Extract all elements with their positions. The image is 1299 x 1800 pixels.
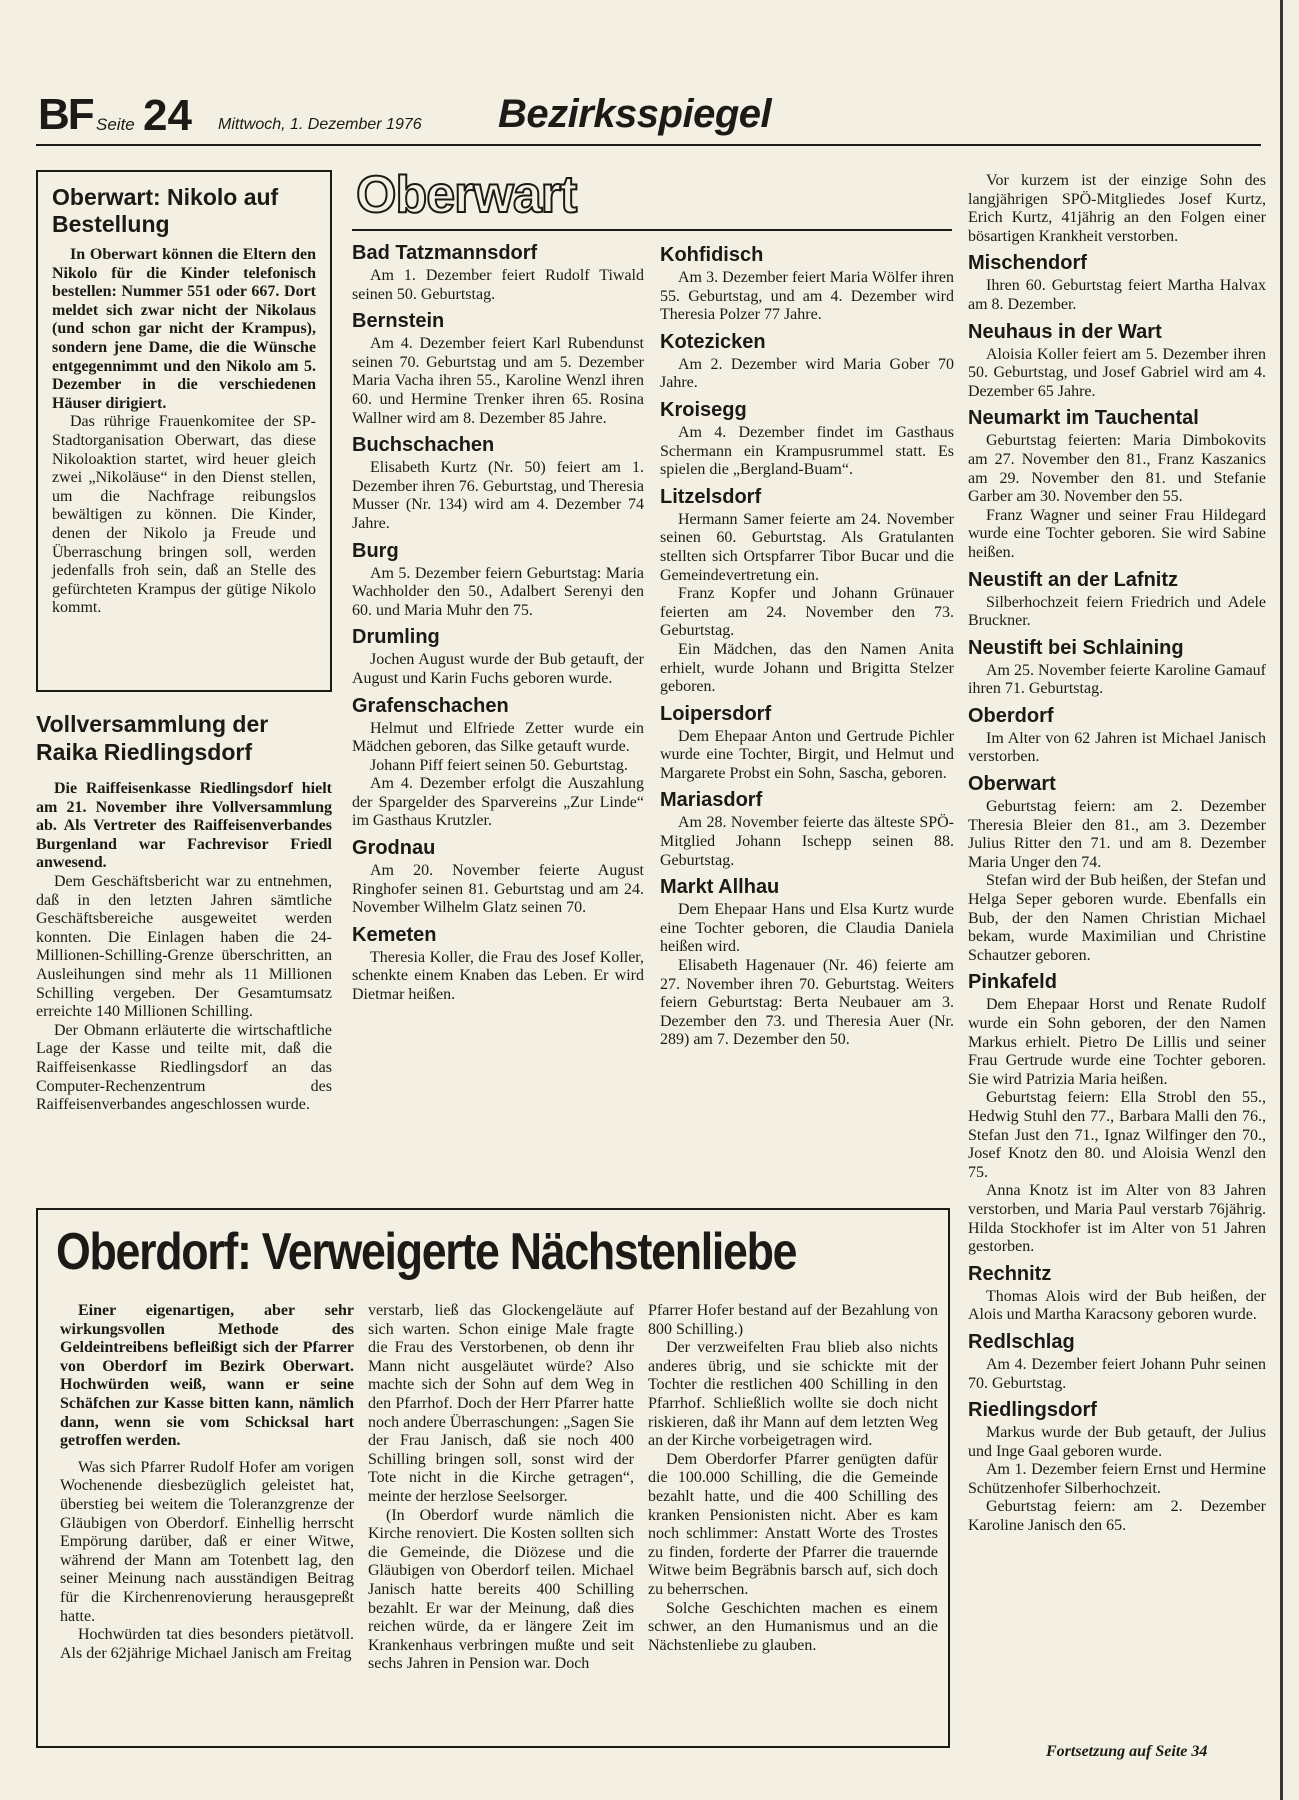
news-paragraph: Dem Ehepaar Anton und Gertrude Pichler wurde eine Tochter, Birgit, und Helmut und Margarete Probst ein Sohn, Sascha, geboren. bbox=[660, 727, 954, 782]
place-heading: Burg bbox=[352, 539, 399, 562]
place-heading: Redlschlag bbox=[968, 1330, 1075, 1353]
news-paragraph: Jochen August wurde der Bub getauft, der August und Karin Fuchs geboren wurde. bbox=[352, 651, 644, 687]
news-paragraph: Am 1. Dezember feiern Ernst und Hermine Schützenhofer Silberhochzeit. bbox=[968, 1461, 1266, 1497]
news-paragraph: Im Alter von 62 Jahren ist Michael Janisch verstorben. bbox=[968, 729, 1266, 766]
news-paragraph: Stefan wird der Bub heißen, der Stefan und Helga Seper geboren wurde. Ebenfalls ein Bub, der den Namen Christian Michael bekam, wurde Maximilian und Christine Schautzer geboren. bbox=[968, 872, 1266, 964]
raika-title: Vollversammlung der Raika Riedlingsdorf bbox=[36, 711, 269, 765]
news-paragraph: Am 20. November feierte August Ringhofer seinen 81. Geburtstag und am 24. November Wilhelm Glatz seinen 70. bbox=[352, 862, 644, 917]
news-paragraph: Ihren 60. Geburtstag feiert Martha Halvax am 8. Dezember. bbox=[968, 277, 1266, 313]
place-heading: Mariasdorf bbox=[660, 789, 763, 812]
oberdorf-paragraph: Der verzweifelten Frau blieb also nichts anderes übrig, und sie schickte mit der Tochter die restlichen 400 Schilling in den Pfarrhof. Schließlich wollte sie doch nicht riskieren, daß ihr Mann auf dem letzten Weg an der Kirche vorbeigetragen wird. bbox=[648, 1339, 938, 1450]
place-heading: Riedlingsdorf bbox=[968, 1399, 1097, 1422]
page-edge-rule bbox=[1280, 0, 1283, 1800]
oberdorf-column-3 bbox=[648, 1302, 938, 1742]
place-heading: Loipersdorf bbox=[660, 702, 772, 725]
issue-date: Mittwoch, 1. Dezember 1976 bbox=[218, 116, 422, 133]
news-paragraph: Silberhochzeit feiern Friedrich und Adele Bruckner. bbox=[968, 593, 1266, 630]
news-paragraph: Franz Wagner und seiner Frau Hildegard wurde eine Tochter geboren. Sie wird Sabine heißen. bbox=[968, 506, 1266, 561]
news-paragraph: Thomas Alois wird der Bub heißen, der Alois und Martha Karacsony geboren wurde. bbox=[968, 1287, 1266, 1324]
news-paragraph: Markus wurde der Bub getauft, der Julius und Inge Gaal geboren wurde. bbox=[968, 1424, 1266, 1460]
place-heading: Litzelsdorf bbox=[660, 485, 762, 508]
raika-article bbox=[36, 710, 332, 1195]
news-paragraph: Am 28. November feierte das älteste SPÖ-Mitglied Johann Ischepp seinen 88. Geburtstag. bbox=[660, 814, 954, 869]
news-paragraph: Dem Ehepaar Hans und Elsa Kurtz wurde eine Tochter geboren, die Claudia Daniela heißen wird. bbox=[660, 901, 954, 956]
place-heading: Neustift bei Schlaining bbox=[968, 636, 1184, 659]
news-paragraph: Franz Kopfer und Johann Grünauer feierten am 24. November den 73. Geburtstag. bbox=[660, 585, 954, 640]
place-heading: Kotezicken bbox=[660, 330, 766, 353]
nikolo-lead: In Oberwart können die Eltern den Nikolo für die Kinder telefonisch bestellen: Nummer 551 oder 667. Dort meldet sich zwar nicht der Nikolaus (und schon gar nicht der Krampus), sondern jene Dame, die die Wünsche entgegennimmt und den Nikolo am 5. Dezember in die verschiedenen Häuser dirigiert. bbox=[52, 246, 316, 412]
oberdorf-column-2 bbox=[354, 1302, 634, 1742]
oberdorf-lead: Einer eigenartigen, aber sehr wirkungsvollen Methode des Geldeintreibens befleißigt sich der Pfarrer von Oberdorf im Bezirk Oberwart. Hochwürden weiß, wann er seine Schäfchen zur Kasse bitten kann, nämlich dann, wenn sie vom Schicksal hart getroffen werden. bbox=[60, 1302, 354, 1450]
news-paragraph: Am 4. Dezember findet im Gasthaus Schermann ein Krampusrummel statt. Es spielen die „Bergland-Buam“. bbox=[660, 423, 954, 479]
oberwart-rule bbox=[352, 229, 952, 231]
oberwart-logo: Oberwart bbox=[356, 166, 577, 224]
news-paragraph: Elisabeth Hagenauer (Nr. 46) feierte am 27. November ihren 70. Geburtstag. Weiters feiern Geburtstag: Berta Neubauer am 3. Dezember den 73. und Theresia Auer (Nr. 289) am 7. Dezember den 50. bbox=[660, 957, 954, 1049]
place-heading: Neustift an der Lafnitz bbox=[968, 568, 1179, 591]
news-paragraph: Hermann Samer feierte am 24. November seinen 60. Geburtstag. Als Gratulanten stellten sich Ortspfarrer Tibor Bucar und die Gemeindevertretung ein. bbox=[660, 510, 954, 584]
nikolo-box bbox=[36, 170, 332, 692]
oberdorf-paragraph: (In Oberdorf wurde nämlich die Kirche renoviert. Die Kosten sollten sich die Gemeinde, die Diözese und die Gläubigen von Oberdorf teilen. Michael Janisch hatte bereits 400 Schilling bezahlt. Er war der Meinung, daß dies reichen würde, da er längere Zeit im Krankenhaus verbringen mußte und seit sechs Jahren in Pension war. Doch bbox=[368, 1506, 634, 1673]
masthead-logo: BF bbox=[38, 90, 93, 139]
news-paragraph: Aloisia Koller feiert am 5. Dezember ihren 50. Geburtstag, und Josef Gabriel wird am 4. Dezember 65 Jahre. bbox=[968, 345, 1266, 400]
oberdorf-paragraph: Pfarrer Hofer bestand auf der Bezahlung von 800 Schilling.) bbox=[648, 1302, 938, 1338]
page-number: 24 bbox=[143, 91, 192, 140]
news-paragraph: Am 25. November feierte Karoline Gamauf ihren 71. Geburtstag. bbox=[968, 661, 1266, 698]
news-paragraph: Ein Mädchen, das den Namen Anita erhielt, wurde Johann und Brigitta Stelzer geboren. bbox=[660, 640, 954, 696]
continuation-note: Fortsetzung auf Seite 34 bbox=[1046, 1743, 1208, 1760]
news-paragraph: Johann Piff feiert seinen 50. Geburtstag. bbox=[370, 756, 628, 774]
news-paragraph: Am 2. Dezember wird Maria Gober 70 Jahre. bbox=[660, 355, 954, 392]
oberdorf-column-1 bbox=[60, 1302, 354, 1742]
news-paragraph: Geburtstag feiern: Ella Strobl den 55., Hedwig Stuhl den 77., Barbara Malli den 76., Stefan Just den 71., Ignaz Wilfinger den 70., Josef Knotz den 80. und Aloisia Wenzl den 75. bbox=[968, 1089, 1266, 1181]
place-heading: Kohfidisch bbox=[660, 244, 764, 266]
place-heading: Buchschachen bbox=[352, 434, 495, 457]
place-heading: Pinkafeld bbox=[968, 971, 1057, 994]
news-paragraph: Geburtstag feierten: Maria Dimbokovits am 27. November den 81., Franz Kaszanics am 29. November den 81. und Stefanie Garber am 30. November den 55. bbox=[968, 432, 1266, 506]
place-heading: Kemeten bbox=[352, 923, 437, 946]
oberdorf-paragraph: Was sich Pfarrer Rudolf Hofer am vorigen Wochenende diesbezüglich geleistet hat, überstieg bei weitem die Toleranzgrenze der Gläubigen von Oberdorf. Einhellig herrscht Empörung darüber, daß er einer Witwe, während der Mann am Totenbett lag, den seiner Meinung nach ausständigen Beitrag für die Kirchenrenovierung herausgepreßt hatte. bbox=[60, 1458, 354, 1625]
place-heading: Grodnau bbox=[352, 837, 436, 860]
place-heading: Drumling bbox=[352, 626, 440, 649]
news-paragraph: Helmut und Elfriede Zetter wurde ein Mädchen geboren, das Silke getauft wurde. bbox=[352, 719, 644, 756]
news-column-b bbox=[660, 238, 954, 1196]
raika-lead: Die Raiffeisenkasse Riedlingsdorf hielt am 21. November ihre Vollversammlung ab. Als Vertreter des Raiffeisenverbandes Burgenland war Fachrevisor Friedl anwesend. bbox=[36, 780, 332, 872]
oberdorf-box bbox=[36, 1208, 950, 1748]
oberdorf-headline: Oberdorf: Verweigerte Nächstenliebe bbox=[56, 1223, 797, 1281]
news-paragraph: Geburtstag feiern: am 2. Dezember Theresia Bleier den 81., am 3. Dezember Julius Ritter den 71. und am 8. Dezember Maria Unger den 74. bbox=[968, 798, 1266, 871]
news-paragraph: Am 4. Dezember feiert Karl Rubendunst seinen 70. Geburtstag und am 5. Dezember Maria Vacha ihren 55., Karoline Wenzl ihren 60. und Hermine Trenker ihren 65. Rosina Wallner wird am 8. Dezember 85 Jahre. bbox=[352, 335, 644, 427]
raika-paragraph: Dem Geschäftsbericht war zu entnehmen, daß in den letzten Jahren sämtliche Geschäftsbereiche ausgeweitet werden konnten. Die Einlagen haben die 24-Millionen-Schilling-Grenze überschritten, an Ausleihungen sind mehr als 11 Millionen Schilling vergeben. Der Gesamtumsatz erreichte 140 Millionen Schilling. bbox=[36, 872, 332, 1021]
place-heading: Markt Allhau bbox=[660, 876, 780, 899]
news-paragraph: Am 3. Dezember feiert Maria Wölfer ihren 55. Geburtstag, und am 4. Dezember wird Theresia Polzer 77 Jahre. bbox=[660, 269, 954, 324]
oberdorf-paragraph: Solche Geschichten machen es einem schwer, an den Humanismus und an die Nächstenliebe zu glauben. bbox=[648, 1599, 938, 1654]
news-paragraph: Geburtstag feiern: am 2. Dezember Karoline Janisch den 65. bbox=[968, 1498, 1266, 1535]
place-heading: Grafenschachen bbox=[352, 694, 509, 717]
place-heading: Rechnitz bbox=[968, 1262, 1052, 1285]
place-heading: Mischendorf bbox=[968, 252, 1087, 275]
oberdorf-paragraph: Hochwürden tat dies besonders pietätvoll. Als der 62jährige Michael Janisch am Freitag bbox=[60, 1626, 354, 1662]
place-heading: Bad Tatzmannsdorf bbox=[352, 242, 538, 264]
news-paragraph: Vor kurzem ist der einzige Sohn des langjährigen SPÖ-Mitgliedes Josef Kurtz, Erich Kurtz, 41jährig an den Folgen einer bösartigen Krankheit verstorben. bbox=[968, 172, 1266, 245]
oberdorf-paragraph: Dem Oberdorfer Pfarrer genügten dafür die 100.000 Schilling, die die Gemeinde bezahlt hatte, und die 400 Schilling des kranken Pensionisten nicht. Aber es kam noch schlimmer: Anstatt Worte des Trostes zu finden, forderte der Pfarrer die trauernde Witwe beim Begräbnis barsch auf, sich doch zu beherrschen. bbox=[648, 1450, 938, 1598]
news-paragraph: Am 4. Dezember feiert Johann Puhr seinen 70. Geburtstag. bbox=[968, 1355, 1266, 1392]
news-paragraph: Am 1. Dezember feiert Rudolf Tiwald seinen 50. Geburtstag. bbox=[352, 267, 644, 303]
nikolo-body: Das rührige Frauenkomitee der SP-Stadtorganisation Oberwart, das diese Nikoloaktion startet, wird heuer gleich zwei „Nikoläuse“ in den Dienst stellen, um die Nachfrage reibungslos bewältigen zu können. Die Kinder, denen der Nikolo ja Freude und Überraschung bringen soll, werden jedenfalls froh sein, daß an Stelle des gefürchteten Krampus der gütige Nikolo kommt. bbox=[52, 413, 316, 617]
news-paragraph: Am 4. Dezember erfolgt die Auszahlung der Spargelder des Sparvereins „Zur Linde“ im Gasthaus Krutzler. bbox=[352, 775, 644, 830]
news-paragraph: Am 5. Dezember feiern Geburtstag: Maria Wachholder den 50., Adalbert Serenyi den 60. und Maria Muhr den 75. bbox=[352, 564, 644, 619]
place-heading: Bernstein bbox=[352, 310, 445, 333]
place-heading: Neumarkt im Tauchental bbox=[968, 407, 1199, 430]
news-paragraph: Theresia Koller, die Frau des Josef Koller, schenkte einem Knaben das Leben. Er wird Dietmar heißen. bbox=[352, 948, 644, 1004]
raika-paragraph: Der Obmann erläuterte die wirtschaftliche Lage der Kasse und teilte mit, daß die Raiffeisenkasse Riedlingsdorf an das Computer-Rechenzentrum des Raiffeisenverbandes angeschlossen wurde. bbox=[36, 1021, 332, 1114]
place-heading: Oberwart bbox=[968, 773, 1056, 796]
section-title: Bezirksspiegel bbox=[498, 92, 772, 136]
news-paragraph: Dem Ehepaar Horst und Renate Rudolf wurde ein Sohn geboren, der den Namen Markus erhielt. Pietro De Lillis und seiner Frau Gertrude wurde eine Tochter geboren. Sie wird Patrizia Maria heißen. bbox=[968, 996, 1266, 1088]
place-heading: Kroisegg bbox=[660, 398, 747, 421]
oberdorf-paragraph: verstarb, ließ das Glockengeläute auf sich warten. Schon einige Male fragte die Frau des Verstorbenen, ob denn ihr Mann nicht ausgeläutet würde? Also machte sich der Sohn auf dem Weg in den Pfarrhof. Doch der Herr Pfarrer hatte noch andere Überraschungen: „Sagen Sie der Frau Janisch, daß sie noch 400 Schilling bringen soll, sonst wird der Tote nicht in die Kirche getragen“, meinte der herzlose Seelsorger. bbox=[368, 1302, 634, 1505]
news-column-c bbox=[968, 172, 1266, 1742]
news-paragraph: Anna Knotz ist im Alter von 83 Jahren verstorben, und Maria Paul verstarb 76jährig. Hilda Stockhofer ist im Alter von 51 Jahren gestorben. bbox=[968, 1182, 1266, 1256]
news-paragraph: Elisabeth Kurtz (Nr. 50) feiert am 1. Dezember ihren 76. Geburtstag, und Theresia Musser (Nr. 134) wird am 4. Dezember 74 Jahre. bbox=[352, 459, 644, 532]
place-heading: Neuhaus in der Wart bbox=[968, 320, 1162, 343]
news-column-a bbox=[352, 236, 644, 1194]
nikolo-title: Oberwart: Nikolo auf Bestellung bbox=[52, 184, 279, 237]
page-label: Seite bbox=[96, 115, 135, 134]
place-heading: Oberdorf bbox=[968, 704, 1054, 727]
header-rule bbox=[36, 144, 1261, 146]
